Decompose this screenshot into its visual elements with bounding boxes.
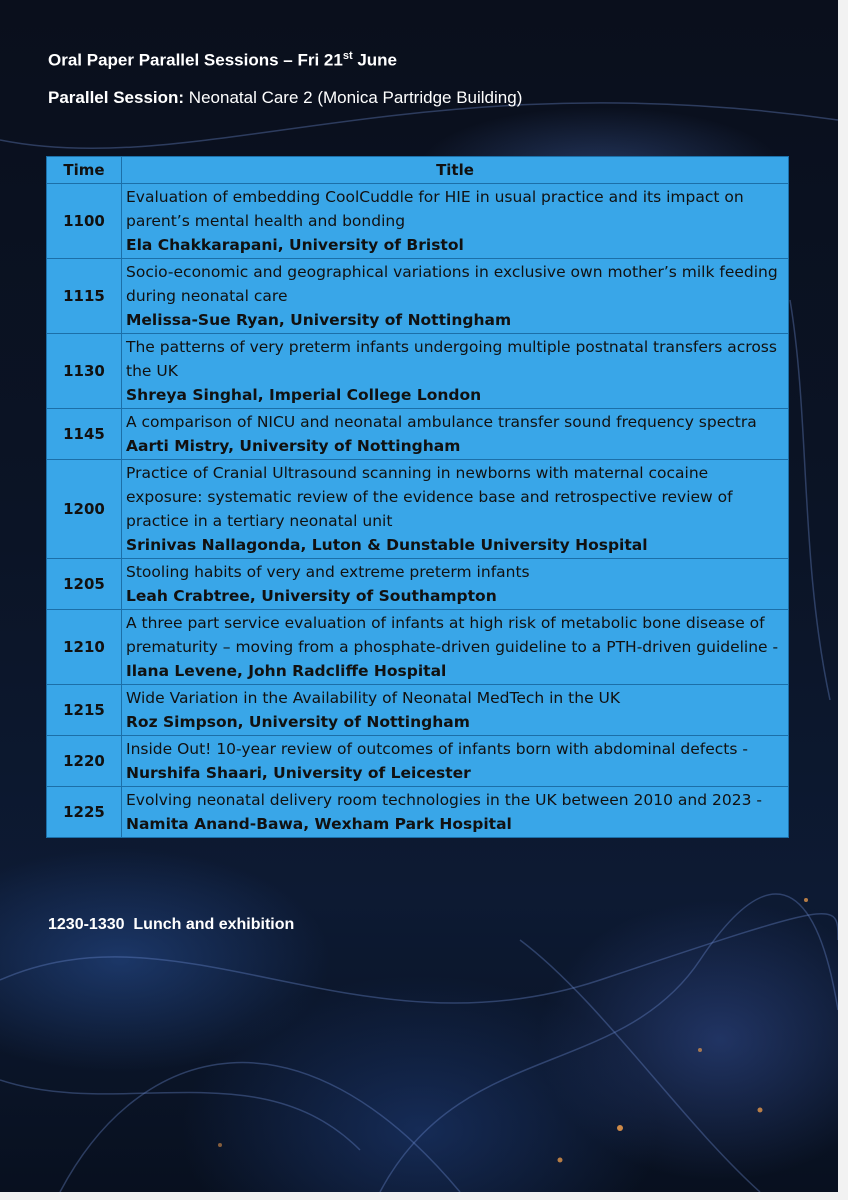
- row-time: 1100: [47, 184, 122, 259]
- talk-title: Stooling habits of very and extreme preterm infants: [126, 563, 530, 581]
- talk-title: Evaluation of embedding CoolCuddle for HIE in usual practice and its impact on parent’s mental health and bonding: [126, 188, 744, 230]
- talk-author: Namita Anand-Bawa, Wexham Park Hospital: [126, 815, 512, 833]
- heading-month: June: [352, 50, 398, 70]
- row-title-cell: [122, 685, 789, 736]
- table-row: [47, 685, 789, 736]
- talk-title: A comparison of NICU and neonatal ambulance transfer sound frequency spectra: [126, 413, 757, 431]
- talk-author: Nurshifa Shaari, University of Leicester: [126, 764, 471, 782]
- heading-ordinal: st: [342, 50, 353, 62]
- talk-title: A three part service evaluation of infants at high risk of metabolic bone disease of prematurity – moving from a phosphate-driven guideline to a PTH-driven guideline: [126, 614, 768, 656]
- talk-author: Melissa-Sue Ryan, University of Nottingham: [126, 311, 512, 329]
- table-row: [47, 610, 789, 685]
- title-author-separator: -: [751, 791, 762, 809]
- row-time: 1225: [47, 787, 122, 838]
- table-row: [47, 559, 789, 610]
- row-title-cell: [122, 787, 789, 838]
- talk-author: Aarti Mistry, University of Nottingham: [126, 437, 461, 455]
- schedule-table: [46, 156, 789, 838]
- talk-title: Socio-economic and geographical variations in exclusive own mother’s milk feeding during neonatal care: [126, 263, 778, 305]
- table-row: [47, 184, 789, 259]
- title-author-separator: -: [767, 638, 779, 656]
- talk-title: The patterns of very preterm infants undergoing multiple postnatal transfers across the UK: [126, 338, 777, 380]
- title-column-header: Title: [122, 157, 789, 184]
- talk-author: Leah Crabtree, University of Southampton: [126, 587, 497, 605]
- row-title-cell: [122, 610, 789, 685]
- row-time: 1210: [47, 610, 122, 685]
- page-edge-bottom: [0, 1192, 848, 1200]
- row-title-cell: [122, 184, 789, 259]
- row-time: 1215: [47, 685, 122, 736]
- row-title-cell: [122, 334, 789, 409]
- lunch-label: Lunch and exhibition: [133, 916, 295, 933]
- time-column-header: Time: [47, 157, 122, 184]
- table-row: [47, 259, 789, 334]
- heading-main: Oral Paper Parallel Sessions – Fri 21: [48, 50, 343, 70]
- talk-author: Shreya Singhal, Imperial College London: [126, 386, 482, 404]
- row-title-cell: [122, 409, 789, 460]
- talk-title: Practice of Cranial Ultrasound scanning in newborns with maternal cocaine exposure: systematic review of the evidence base and retrospective review of practice in a tertiary neonatal unit: [126, 464, 733, 530]
- row-time: 1220: [47, 736, 122, 787]
- talk-title: Evolving neonatal delivery room technologies in the UK between 2010 and 2023: [126, 791, 752, 809]
- table-row: [47, 736, 789, 787]
- row-time: 1200: [47, 460, 122, 559]
- session-subheading: [48, 88, 522, 108]
- talk-author: Roz Simpson, University of Nottingham: [126, 713, 470, 731]
- table-row: [47, 409, 789, 460]
- table-header-row: [47, 157, 789, 184]
- row-title-cell: [122, 559, 789, 610]
- table-row: [47, 334, 789, 409]
- lunch-line: [48, 916, 294, 934]
- row-title-cell: [122, 460, 789, 559]
- session-name: Neonatal Care 2 (Monica Partridge Building): [184, 88, 523, 107]
- talk-title: Inside Out! 10-year review of outcomes of infants born with abdominal defects: [126, 740, 738, 758]
- lunch-time: 1230-1330: [48, 916, 125, 933]
- row-title-cell: [122, 259, 789, 334]
- table-row: [47, 460, 789, 559]
- title-author-separator: -: [737, 740, 748, 758]
- row-time: 1205: [47, 559, 122, 610]
- session-label: Parallel Session:: [48, 88, 185, 107]
- page-edge-right: [838, 0, 848, 1200]
- row-time: 1115: [47, 259, 122, 334]
- row-time: 1130: [47, 334, 122, 409]
- talk-title: Wide Variation in the Availability of Neonatal MedTech in the UK: [126, 689, 621, 707]
- page-heading: [48, 50, 397, 71]
- talk-author: Srinivas Nallagonda, Luton & Dunstable University Hospital: [126, 536, 648, 554]
- row-title-cell: [122, 736, 789, 787]
- row-time: 1145: [47, 409, 122, 460]
- table-row: [47, 787, 789, 838]
- talk-author: Ela Chakkarapani, University of Bristol: [126, 236, 464, 254]
- talk-author: Ilana Levene, John Radcliffe Hospital: [126, 662, 447, 680]
